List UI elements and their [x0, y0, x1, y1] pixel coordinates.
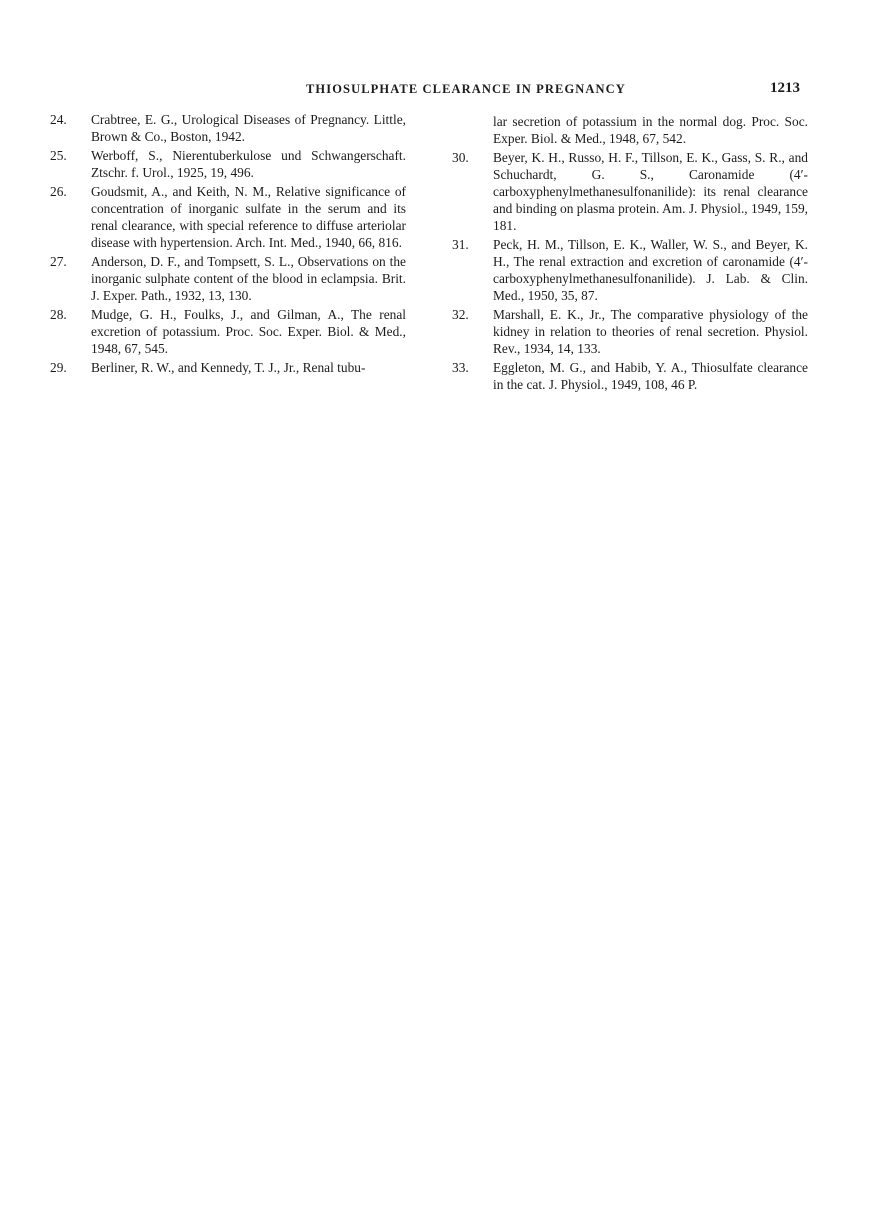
reference-number: 25.: [50, 148, 67, 163]
reference-continuation: [452, 113, 808, 147]
reference-item: [50, 359, 406, 376]
reference-text: Anderson, D. F., and Tompsett, S. L., Observations on the inorganic sulphate content of the blood in eclampsia. Brit. J. Exper. Path., 1932, 13, 130.: [91, 254, 406, 303]
reference-number: 28.: [50, 307, 67, 322]
reference-number: 30.: [452, 150, 469, 165]
reference-text: Beyer, K. H., Russo, H. F., Tillson, E. K., Gass, S. R., and Schuchardt, G. S., Caronamide (4′-carboxyphenylmethanesulfonanilide): its renal clearance and binding on plasma protein. Am. J. Physiol., 1949, 159, 181.: [493, 150, 808, 233]
reference-text: Berliner, R. W., and Kennedy, T. J., Jr., Renal tubu-: [91, 360, 366, 375]
reference-number: 26.: [50, 184, 67, 199]
reference-item: [50, 147, 406, 181]
reference-text: Goudsmit, A., and Keith, N. M., Relative significance of concentration of inorganic sulfate in the serum and its renal clearance, with special reference to diffuse arteriolar disease with hypertension. Arch. Int. Med., 1940, 66, 816.: [91, 184, 406, 250]
reference-text: Eggleton, M. G., and Habib, Y. A., Thiosulfate clearance in the cat. J. Physiol., 1949, 108, 46 P.: [493, 360, 808, 392]
reference-item: [50, 111, 406, 145]
reference-item: [50, 306, 406, 357]
reference-item: [452, 306, 808, 357]
page-number: 1213: [770, 80, 800, 96]
reference-item: [452, 236, 808, 304]
reference-number: 32.: [452, 307, 469, 322]
reference-text: Werboff, S., Nierentuberkulose und Schwangerschaft. Ztschr. f. Urol., 1925, 19, 496.: [91, 148, 406, 180]
reference-item: [50, 183, 406, 251]
running-title: THIOSULPHATE CLEARANCE IN PREGNANCY: [306, 82, 626, 96]
reference-number: 24.: [50, 112, 67, 127]
reference-number: 31.: [452, 237, 469, 252]
running-head: [0, 80, 880, 100]
reference-text: Marshall, E. K., Jr., The comparative physiology of the kidney in relation to theories of renal secretion. Physiol. Rev., 1934, 14, 133.: [493, 307, 808, 356]
reference-number: 29.: [50, 360, 67, 375]
reference-item: [452, 359, 808, 393]
reference-text: Crabtree, E. G., Urological Diseases of Pregnancy. Little, Brown & Co., Boston, 1942.: [91, 112, 406, 144]
reference-item: [452, 149, 808, 234]
reference-number: 33.: [452, 360, 469, 375]
reference-column-left: [50, 111, 406, 378]
reference-item: [50, 253, 406, 304]
reference-column-right: [452, 113, 808, 395]
reference-text: Mudge, G. H., Foulks, J., and Gilman, A., The renal excretion of potassium. Proc. Soc. Exper. Biol. & Med., 1948, 67, 545.: [91, 307, 406, 356]
reference-number: 27.: [50, 254, 67, 269]
reference-text: Peck, H. M., Tillson, E. K., Waller, W. S., and Beyer, K. H., The renal extraction and excretion of caronamide (4′-carboxyphenylmethanesulfonanilide). J. Lab. & Clin. Med., 1950, 35, 87.: [493, 237, 808, 303]
reference-text: lar secretion of potassium in the normal dog. Proc. Soc. Exper. Biol. & Med., 1948, 67, 542.: [493, 114, 808, 146]
